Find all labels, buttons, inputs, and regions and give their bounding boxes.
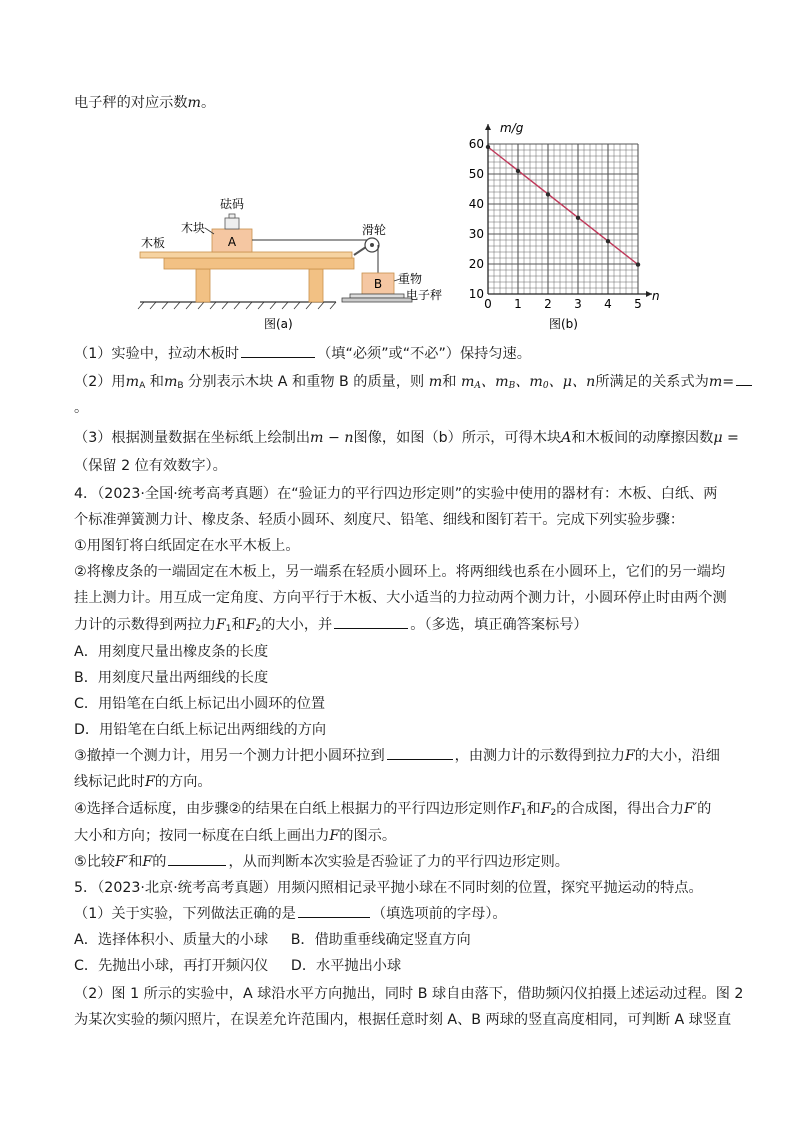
p5-options-ab[interactable]: A．选择体积小、质量大的小球 B．借助重垂线确定竖直方向 (74, 932, 471, 948)
p4-step2-blank[interactable] (334, 614, 408, 629)
p4-step-4a: ④选择合适标度，由步骤②的结果在白纸上根据力的平行四边形定则作$F_1$和$F_2$的合成图，得出合力F′的 (74, 801, 712, 818)
y-tick-label: 60 (468, 137, 484, 151)
y-axis-arrow (485, 124, 491, 130)
p5-q1-blank[interactable] (298, 903, 370, 918)
p4-stem-2: 个标准弹簧测力计、橡皮条、轻质小圆环、刻度尺、铅笔、细线和图钉若干。完成下列实验步骤： (74, 512, 685, 528)
p4-step-3b: 线标记此时F的方向。 (74, 774, 212, 790)
data-point (486, 145, 490, 149)
x-tick-label: 1 (514, 297, 522, 311)
intro-line: 电子秤的对应示数m。 (74, 95, 216, 111)
q2-answer-blank[interactable] (736, 371, 752, 386)
caption-a: 图(a) (264, 317, 293, 331)
caption-b: 图(b) (549, 317, 578, 331)
p4-option-b[interactable]: B．用刻度尺量出两细线的长度 (74, 670, 269, 686)
figure-a (136, 185, 466, 335)
p4-step-2a: ②将橡皮条的一端固定在木板上，另一端系在轻质小圆环上。将两细线也系在小圆环上，它们的另一端均 (74, 564, 726, 580)
label-weight: 砝码 (220, 197, 245, 211)
y-axis-label: m/g (500, 121, 524, 135)
x-tick-label: 0 (484, 297, 492, 311)
x-tick-label: 4 (604, 297, 612, 311)
x-tick-label: 5 (634, 297, 642, 311)
y-tick-label: 30 (468, 227, 484, 241)
data-point (576, 216, 580, 220)
block-letter: A (227, 235, 237, 249)
p4-step-2c: 力计的示数得到两拉力$F_1$和$F_2$的大小，并 。（多选，填正确答案标号） (74, 614, 588, 640)
p4-option-d[interactable]: D．用铅笔在白纸上标记出两细线的方向 (74, 722, 327, 738)
p5-q2b: 为某次实验的频闪照片，在误差允许范围内，根据任意时刻 A、B 两球的竖直高度相同，可判断 A 球竖直 (74, 1012, 732, 1028)
p5-q1: （1）关于实验，下列做法正确的是 （填选项前的字母）。 (74, 903, 507, 925)
p4-step5-blank[interactable] (168, 851, 226, 866)
x-tick-label: 3 (574, 297, 582, 311)
heavy-letter: B (373, 277, 383, 291)
y-tick-label: 50 (468, 167, 484, 181)
label-heavy: 重物 (398, 272, 423, 286)
x-tick-label: 2 (544, 297, 552, 311)
q1-answer-blank[interactable] (241, 343, 315, 358)
p4-stem-1: 4．（2023·全国·统考高考真题）在“验证力的平行四边形定则”的实验中使用的器材有：木板、白纸、两 (74, 486, 718, 502)
q2-vars: $m_A$、$m_B$、$m_0$、μ、n (460, 374, 596, 391)
label-pulley: 滑轮 (362, 223, 387, 237)
p5-q2a: （2）图 1 所示的实验中，A 球沿水平方向抛出，同时 B 球自由落下，借助频闪仪拍摄上述运动过程。图 2 (74, 986, 744, 1002)
q2-line: （2）用$m_A$ 和$m_B$ 分别表示木块 A 和重物 B 的质量，则 m和 $m_A$、$m_B$、$m_0$、μ、n所满足的关系式为m= (74, 371, 754, 397)
data-point (636, 262, 640, 266)
p4-step-1: ①用图钉将白纸固定在水平木板上。 (74, 538, 300, 554)
p4-step-4b: 大小和方向；按同一标度在白纸上画出力F的图示。 (74, 828, 397, 844)
q2-end: 。 (74, 400, 89, 416)
p4-step-5: ⑤比较F′和F的 ，从而判断本次实验是否验证了力的平行四边形定则。 (74, 851, 569, 873)
y-tick-label: 10 (468, 287, 484, 301)
q3-line: （3）根据测量数据在坐标纸上绘制出m − n图像，如图（b）所示，可得木块A和木板间的动摩擦因数μ = (74, 430, 739, 446)
y-tick-label: 20 (468, 257, 484, 271)
p4-step-2b: 挂上测力计。用互成一定角度、方向平行于木板、大小适当的力拉动两个测力计，小圆环停止时由两个测 (74, 590, 727, 606)
data-point (516, 169, 520, 173)
q1-line: （1）实验中，拉动木板时 （填“必须”或“不必”）保持匀速。 (74, 343, 531, 365)
label-scale: 电子秤 (406, 288, 443, 302)
p4-option-a[interactable]: A．用刻度尺量出橡皮条的长度 (74, 644, 269, 660)
data-point (546, 192, 550, 196)
data-point (606, 239, 610, 243)
y-tick-label: 40 (468, 197, 484, 211)
q3-line2: （保留 2 位有效数字）。 (74, 458, 227, 474)
p4-step-3a: ③撤掉一个测力计，用另一个测力计把小圆环拉到 ，由测力计的示数得到拉力F的大小，沿细 (74, 745, 720, 767)
p4-step3-blank[interactable] (387, 745, 453, 760)
p4-option-c[interactable]: C．用铅笔在白纸上标记出小圆环的位置 (74, 696, 326, 712)
label-board: 木板 (141, 236, 166, 250)
p5-options-cd[interactable]: C．先抛出小球，再打开频闪仪 D．水平抛出小球 (74, 958, 402, 974)
label-block: 木块 (181, 221, 206, 235)
fit-line (488, 147, 638, 265)
p5-stem: 5．（2023·北京·统考高考真题）用频闪照相记录平抛小球在不同时刻的位置，探究平抛运动的特点。 (74, 880, 703, 896)
figure-b-chart (466, 118, 666, 334)
x-axis-label: n (652, 289, 660, 303)
